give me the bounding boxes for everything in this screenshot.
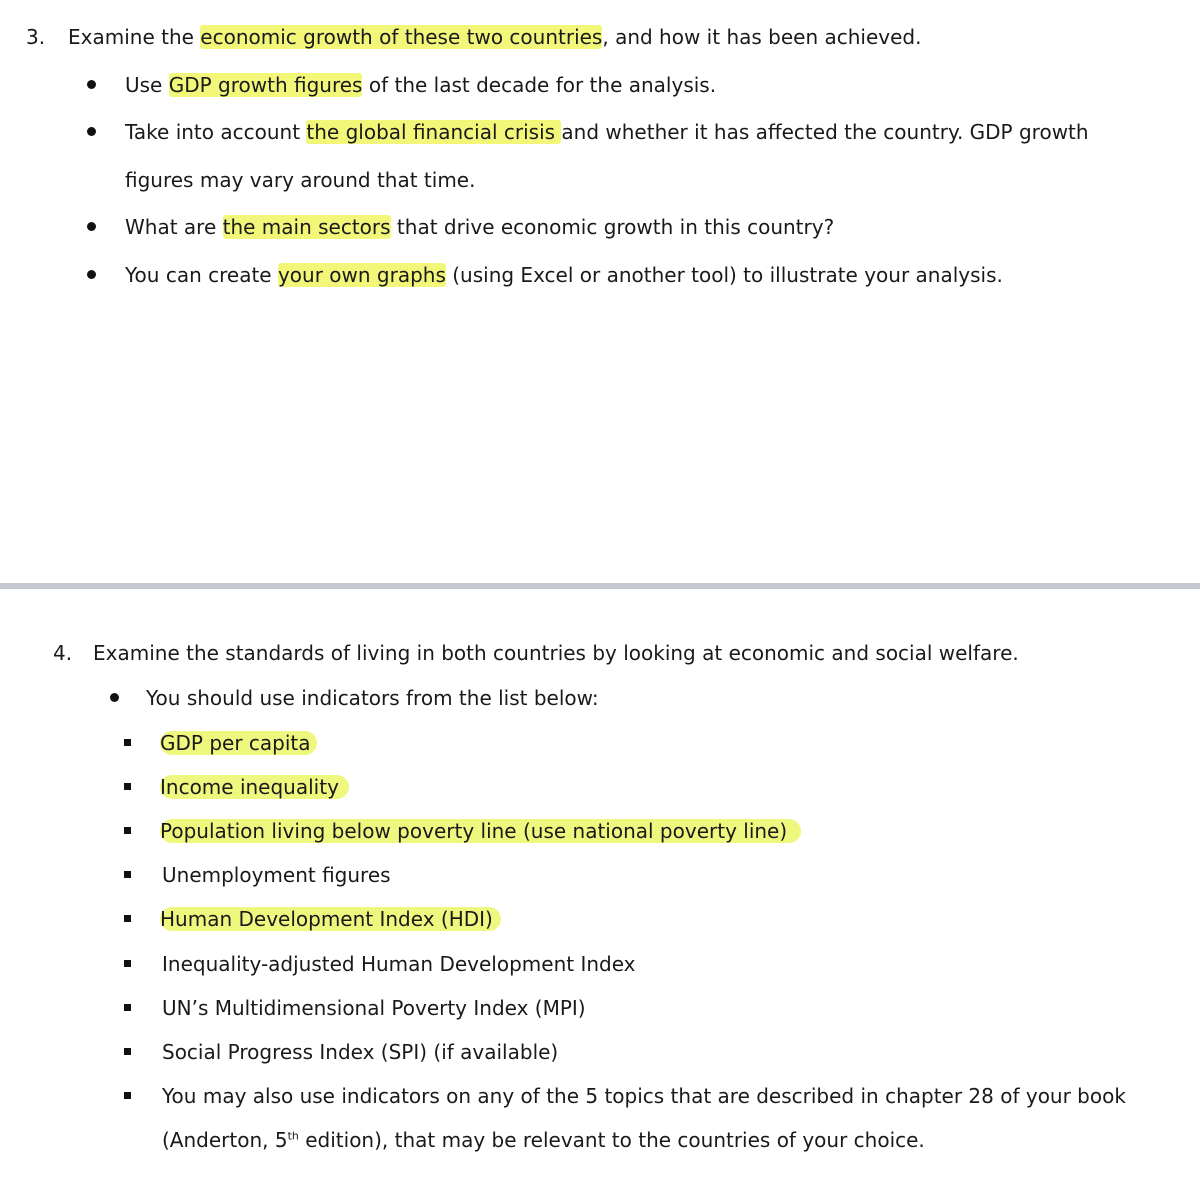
indicator-item: UN’s Multidimensional Poverty Index (MPI) bbox=[162, 996, 586, 1020]
heading-text: Examine the bbox=[68, 25, 201, 49]
square-bullet bbox=[124, 1048, 131, 1055]
question-3-number: 3. bbox=[26, 25, 46, 49]
square-bullet bbox=[124, 1092, 131, 1099]
indicator-item: Unemployment figures bbox=[162, 863, 391, 887]
heading-text-end: , and how it has been achieved. bbox=[602, 25, 922, 49]
indicator-item-last: You may also use indicators on any of the 5 topics that are described in chapter 28 of your book bbox=[162, 1084, 1126, 1108]
question-3-heading bbox=[68, 25, 921, 49]
indicator-item: Population living below poverty line (use national poverty line) bbox=[160, 819, 801, 843]
highlighted-phrase: your own graphs bbox=[277, 263, 446, 287]
indicator-item-last-continuation: (Anderton, 5th edition), that may be relevant to the countries of your choice. bbox=[162, 1128, 925, 1152]
heading-highlight: economic growth of these two countries bbox=[200, 25, 603, 49]
question-4-number: 4. bbox=[53, 641, 73, 665]
bullet-item-continuation: figures may vary around that time. bbox=[125, 168, 476, 192]
question-4-section bbox=[0, 589, 1200, 1177]
bullet-dot bbox=[87, 270, 96, 279]
highlighted-phrase: the global financial crisis bbox=[306, 120, 562, 144]
question-3-section bbox=[0, 0, 1200, 583]
indicator-item: GDP per capita bbox=[160, 731, 317, 755]
highlighted-phrase: the main sectors bbox=[222, 215, 391, 239]
highlighted-phrase: GDP growth figures bbox=[168, 73, 363, 97]
bullet-item: You can create your own graphs (using Excel or another tool) to illustrate your analysis. bbox=[125, 263, 1003, 287]
bullet-dot bbox=[87, 127, 96, 136]
square-bullet bbox=[124, 827, 131, 834]
bullet-dot bbox=[87, 222, 96, 231]
bullet-item: You should use indicators from the list below: bbox=[146, 686, 599, 710]
indicator-item: Human Development Index (HDI) bbox=[160, 907, 501, 931]
indicator-item: Social Progress Index (SPI) (if available) bbox=[162, 1040, 559, 1064]
question-4-heading: Examine the standards of living in both countries by looking at economic and social welfare. bbox=[93, 641, 1019, 665]
bullet-item: What are the main sectors that drive economic growth in this country? bbox=[125, 215, 835, 239]
indicator-item: Inequality-adjusted Human Development Index bbox=[162, 952, 636, 976]
square-bullet bbox=[124, 739, 131, 746]
square-bullet bbox=[124, 960, 131, 967]
bullet-item: Use GDP growth figures of the last decade for the analysis. bbox=[125, 73, 717, 97]
square-bullet bbox=[124, 783, 131, 790]
square-bullet bbox=[124, 1004, 131, 1011]
bullet-dot bbox=[87, 80, 96, 89]
bullet-item: Take into account the global financial crisis and whether it has affected the country. GDP growth bbox=[125, 120, 1089, 144]
bullet-dot bbox=[110, 693, 119, 702]
square-bullet bbox=[124, 915, 131, 922]
square-bullet bbox=[124, 871, 131, 878]
indicator-item: Income inequality bbox=[160, 775, 349, 799]
